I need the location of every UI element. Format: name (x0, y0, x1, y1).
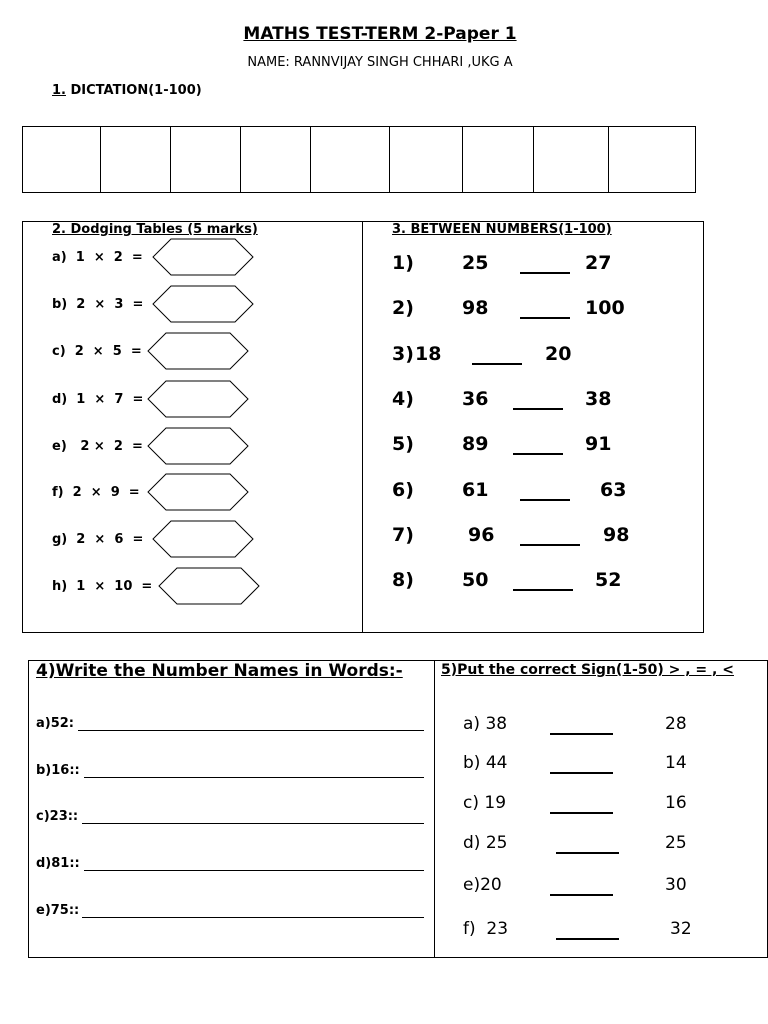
table-question-label: h) 1 × 10 = (52, 579, 153, 594)
between-start-value: 36 (462, 388, 489, 410)
number-name-answer-line[interactable] (84, 870, 424, 871)
between-start-value: 25 (462, 252, 489, 274)
between-start-value: 50 (462, 569, 489, 591)
number-name-label: e)75:: (36, 903, 80, 918)
between-answer-blank[interactable] (472, 363, 522, 365)
sign-right-value: 25 (665, 833, 687, 853)
between-answer-blank[interactable] (513, 589, 573, 591)
answer-hexagon[interactable] (152, 520, 254, 562)
table-question-label: a) 1 × 2 = (52, 250, 143, 265)
table-question-label: c) 2 × 5 = (52, 344, 142, 359)
grid-cell-divider (170, 127, 171, 192)
dictation-grid[interactable] (22, 126, 696, 193)
between-item-number: 7) (392, 524, 414, 546)
between-end-value: 91 (585, 433, 612, 455)
table-question-label: g) 2 × 6 = (52, 532, 144, 547)
grid-cell-divider (310, 127, 311, 192)
answer-hexagon[interactable] (152, 285, 254, 327)
sign-left-value: e)20 (463, 875, 502, 895)
between-end-value: 20 (545, 343, 572, 365)
sign-answer-blank[interactable] (556, 852, 619, 854)
between-item-number: 1) (392, 252, 414, 274)
number-name-answer-line[interactable] (84, 777, 424, 778)
between-item-number: 6) (392, 479, 414, 501)
between-answer-blank[interactable] (513, 453, 563, 455)
answer-hexagon[interactable] (147, 427, 249, 469)
grid-cell-divider (100, 127, 101, 192)
between-answer-blank[interactable] (520, 272, 570, 274)
table-question-label: e) 2 × 2 = (52, 439, 143, 454)
column-divider (362, 221, 363, 633)
answer-hexagon[interactable] (158, 567, 260, 609)
sign-answer-blank[interactable] (550, 894, 613, 896)
sign-right-value: 16 (665, 793, 687, 813)
answer-hexagon[interactable] (147, 332, 249, 374)
between-start-value: 18 (415, 343, 442, 365)
between-answer-blank[interactable] (513, 408, 563, 410)
grid-cell-divider (389, 127, 390, 192)
grid-cell-divider (240, 127, 241, 192)
page-title: MATHS TEST-TERM 2-Paper 1 (243, 24, 517, 44)
section-1-number: 1. (52, 83, 66, 98)
table-question-label: b) 2 × 3 = (52, 297, 144, 312)
sign-answer-blank[interactable] (550, 733, 613, 735)
sign-answer-blank[interactable] (550, 812, 613, 814)
grid-cell-divider (462, 127, 463, 192)
answer-hexagon[interactable] (152, 238, 254, 280)
sign-left-value: d) 25 (463, 833, 508, 853)
number-name-answer-line[interactable] (78, 730, 424, 731)
answer-hexagon[interactable] (147, 473, 249, 515)
answer-hexagon[interactable] (147, 380, 249, 422)
between-item-number: 8) (392, 569, 414, 591)
section-1-heading (52, 83, 202, 98)
between-end-value: 98 (603, 524, 630, 546)
number-name-label: b)16:: (36, 763, 80, 778)
sign-right-value: 30 (665, 875, 687, 895)
number-name-label: a)52: (36, 716, 75, 731)
section-4-title: 4)Write the Number Names in Words:- (36, 661, 403, 681)
grid-cell-divider (533, 127, 534, 192)
number-name-answer-line[interactable] (82, 917, 424, 918)
sign-left-value: f) 23 (463, 919, 509, 939)
sign-left-value: a) 38 (463, 714, 508, 734)
sign-answer-blank[interactable] (556, 938, 619, 940)
sign-answer-blank[interactable] (550, 772, 613, 774)
sign-right-value: 28 (665, 714, 687, 734)
between-item-number: 5) (392, 433, 414, 455)
between-end-value: 38 (585, 388, 612, 410)
number-name-label: d)81:: (36, 856, 80, 871)
between-start-value: 98 (462, 297, 489, 319)
between-end-value: 63 (600, 479, 627, 501)
between-answer-blank[interactable] (520, 499, 570, 501)
between-item-number: 2) (392, 297, 414, 319)
section-5-title: 5)Put the correct Sign(1-50) > , = , < (441, 662, 734, 678)
between-start-value: 61 (462, 479, 489, 501)
sign-right-value: 32 (670, 919, 692, 939)
sign-left-value: c) 19 (463, 793, 507, 813)
between-item-number: 3) (392, 343, 414, 365)
between-answer-blank[interactable] (520, 317, 570, 319)
number-name-label: c)23:: (36, 809, 79, 824)
sign-right-value: 14 (665, 753, 687, 773)
between-start-value: 96 (468, 524, 495, 546)
grid-cell-divider (608, 127, 609, 192)
table-question-label: f) 2 × 9 = (52, 485, 140, 500)
between-end-value: 27 (585, 252, 612, 274)
between-end-value: 100 (585, 297, 625, 319)
number-name-answer-line[interactable] (82, 823, 424, 824)
column-divider (434, 660, 435, 958)
between-start-value: 89 (462, 433, 489, 455)
section-1-title: DICTATION(1-100) (70, 83, 202, 98)
sign-left-value: b) 44 (463, 753, 508, 773)
table-question-label: d) 1 × 7 = (52, 392, 144, 407)
between-end-value: 52 (595, 569, 622, 591)
student-name-line: NAME: RANNVIJAY SINGH CHHARI ,UKG A (247, 55, 513, 70)
section-3-title: 3. BETWEEN NUMBERS(1-100) (392, 222, 612, 237)
between-item-number: 4) (392, 388, 414, 410)
words-signs-box (28, 660, 768, 958)
between-answer-blank[interactable] (520, 544, 580, 546)
section-2-title: 2. Dodging Tables (5 marks) (52, 222, 258, 237)
